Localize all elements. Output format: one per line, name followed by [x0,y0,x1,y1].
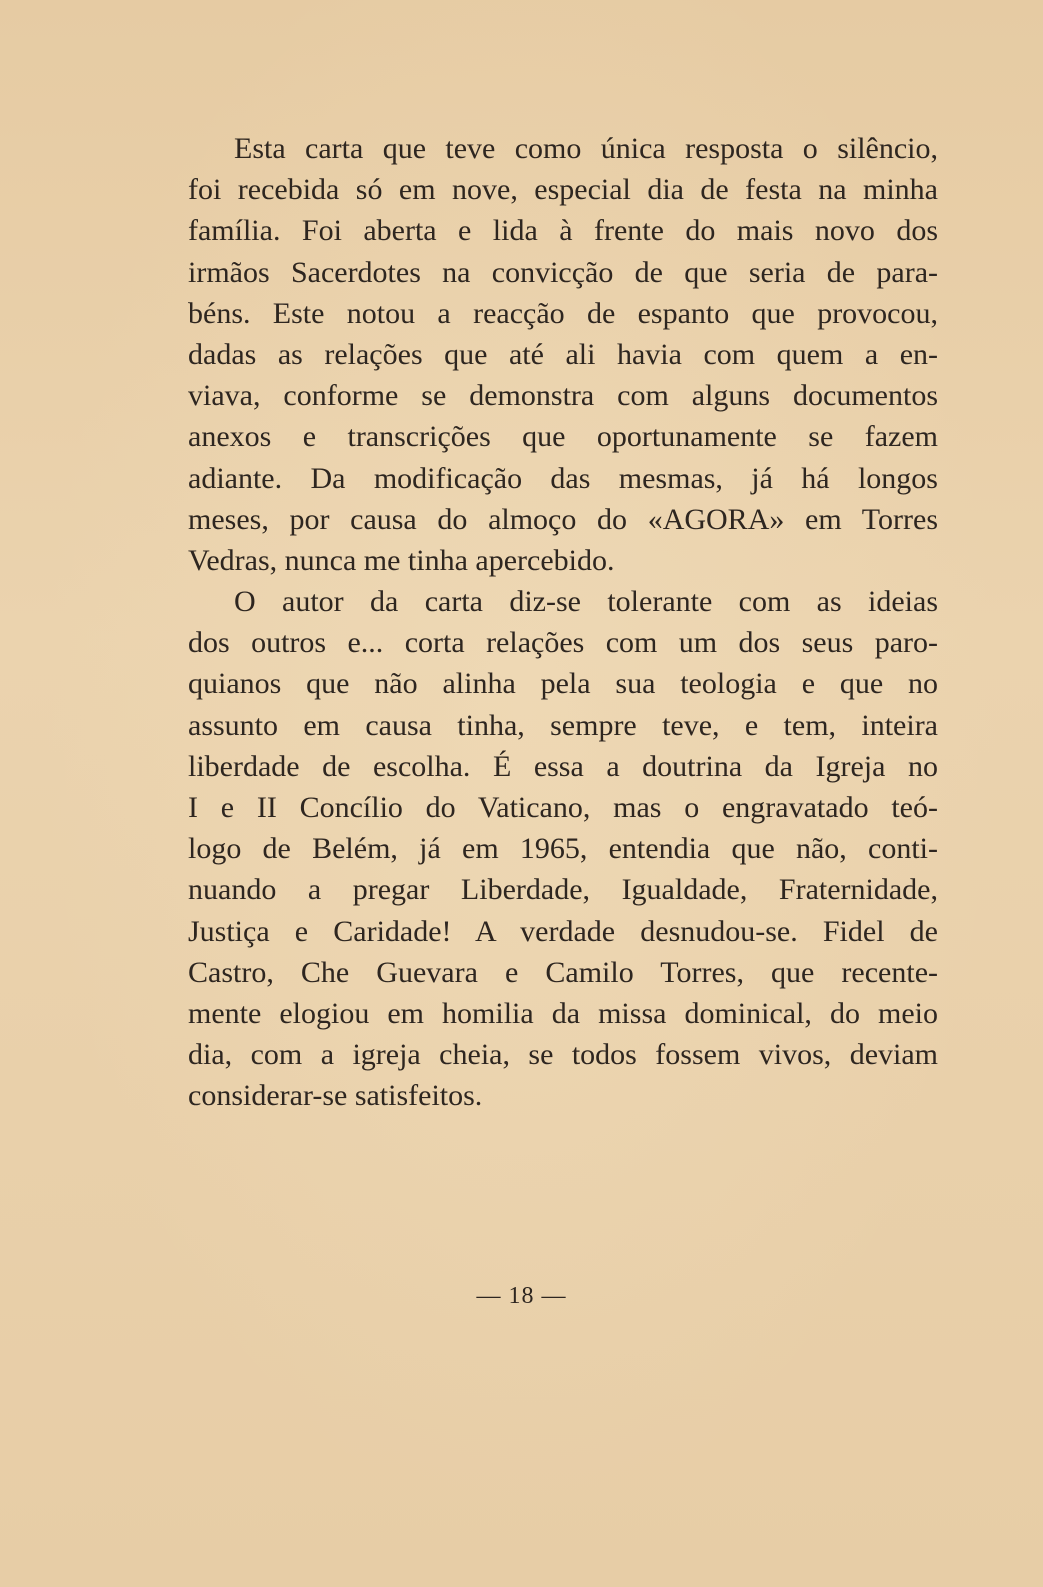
text-line: Esta carta que teve como única resposta o silêncio, [234,132,938,165]
text-line: meses, por causa do almoço do «AGORA» em Torres [188,502,938,536]
text-line: considerar-se satisfeitos. [188,1079,483,1113]
text-line: béns. Este notou a reacção de espanto que provocou, [188,296,938,330]
text-line: irmãos Sacerdotes na convicção de que seria de para- [188,255,938,289]
text-line: O autor da carta diz-se tolerante com as ideias [234,585,938,619]
text-line: liberdade de escolha. É essa a doutrina da Igreja no [188,749,938,783]
text-line: família. Foi aberta e lida à frente do mais novo dos [188,214,938,248]
text-line: adiante. Da modificação das mesmas, já há longos [188,461,938,495]
text-line: I e II Concílio do Vaticano, mas o engravatado teó- [188,791,938,824]
page-number: — 18 — [476,1283,567,1309]
text-line: dadas as relações que até ali havia com quem a en- [188,337,938,371]
text-line: Castro, Che Guevara e Camilo Torres, que recente- [188,955,938,989]
body-text [188,128,938,1117]
text-line: nuando a pregar Liberdade, Igualdade, Fraternidade, [188,873,938,907]
text-line: dia, com a igreja cheia, se todos fossem vivos, deviam [188,1038,938,1072]
text-line: viava, conforme se demonstra com alguns documentos [188,379,938,413]
text-line: quianos que não alinha pela sua teologia e que no [188,667,938,701]
text-line: Justiça e Caridade! A verdade desnudou-se. Fidel de [188,914,938,948]
text-line: dos outros e... corta relações com um dos seus paro- [188,626,938,660]
text-line: logo de Belém, já em 1965, entendia que não, conti- [188,832,938,866]
text-line: Vedras, nunca me tinha apercebido. [188,543,615,577]
text-line: mente elogiou em homilia da missa dominical, do meio [188,996,938,1030]
text-line: foi recebida só em nove, especial dia de festa na minha [188,173,938,207]
text-line: anexos e transcrições que oportunamente se fazem [188,420,938,454]
text-line: assunto em causa tinha, sempre teve, e tem, inteira [188,708,938,742]
